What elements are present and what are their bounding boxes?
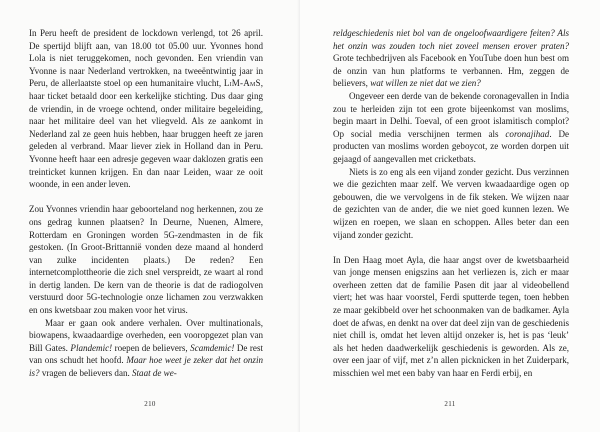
page-number: 211 [444, 400, 456, 408]
paragraph: Zou Yvonnes vriendin haar geboorteland nog herkennen, zou ze ons gedrag kunnen plaatsen? In Deurne, Nuenen, Almere, Rotterdam en Groningen worden 5G-zendmasten in de fik gestoken. (In Groot-Brittannië vonden deze maand al honderd van zulke incidenten plaats.) De reden? Een internetcomplottheorie die zich snel verspreidt, ze waart al rond in dertig landen. De kern van de theorie is dat de radiogolven verstuurd door 5G-technologie onze lichamen zou verzwakken en ons kwetsbaar zou maken voor het virus. [29, 204, 263, 316]
paragraph: reldgeschiedenis niet bol van de ongeloofwaardigere feiten? Als het onzin was zouden toch niet zoveel mensen erover praten? Grote techbedrijven als Facebook en YouTube doen hun best om de onzin van hun platforms te verbannen. Hm, zeggen de believers, wat willen ze niet dat we zien? [333, 28, 569, 89]
right-page [300, 0, 600, 432]
paragraph: Niets is zo eng als een vijand zonder gezicht. Dus verzinnen we die gezichten maar zelf. We verven kwaadaardige ogen op gebouwen, die we vervolgens in de fik steken. We wijzen naar de gezichten van de ander, die we niet goed kunnen lezen. We wijzen en roepen, we slaan en schoppen. Alles beter dan een vijand zonder gezicht. [333, 166, 569, 240]
right-page-text [333, 27, 569, 380]
left-page-text [29, 27, 263, 380]
paragraph: In Den Haag moet Ayla, die haar angst over de kwetsbaarheid van jonge mensen enigszins aan het verliezen is, zich er maar overheen zetten dat de familie Pasen dit jaar al videobellend viert; het was haar voorstel, Ferdi sputterde tegen, toen hebben ze maar gekibbeld over het schoonmaken van de badkamer. Ayla doet de afwas, en denkt na over dat deel zijn van de geschiedenis niet chill is, omdat het leven altijd onzeker is, het is pas ‘leuk’ als het heden daadwerkelijk geschiedenis is geworden. Als ze, over een jaar of vijf, met z’n allen picknicken in het Zuiderpark, misschien wel met een baby van haar en Ferdi erbij, en [333, 254, 569, 379]
paragraph: Ongeveer een derde van de bekende coronagevallen in India zou te herleiden zijn tot een grote bijeenkomst van moslims, begin maart in Delhi. Toeval, of een groot islamitisch complot? Op social media verschijnen termen als coronajihad. De producten van moslims worden geboycot, ze worden dorpen uit gejaagd of aangevallen met cricketbats. [333, 90, 570, 164]
page-number: 210 [144, 400, 156, 408]
paragraph: In Peru heeft de president de lockdown verlengd, tot 26 april. De spertijd blijft aan, van 18.00 tot 05.00 uur. Yvonnes hond Lola is niet teruggekomen, noch gevonden. Een vriendin van Yvonne is naar Nederland vertrokken, na tweeëntwintig jaar in Peru, de allerlaatste stoel op een humanitaire vlucht, LiM-AmS, haar ticket betaald door een kerkelijke stichting. Dus daar ging de vriendin, in de vroege ochtend, onder militaire begeleiding, naar het militaire deel van het vliegveld. Als ze aankomt in Nederland zal ze geen huis hebben, haar bruggen heeft ze jaren geleden al verbrand. Maar liever ziek in Holland dan in Peru. Yvonne heeft haar een adresje gegeven waar daklozen gratis een treinticket kunnen krijgen. En dan naar Leiden, waar ze ooit woonde, in een ander leven. [29, 28, 263, 190]
paragraph: Maar er gaan ook andere verhalen. Over multinationals, biowapens, kwaadaardige overheden, een vooropgezet plan van Bill Gates. Plandemic! roepen de believers, Scamdemic! De rest van ons schudt het hoofd. Maar hoe weet je zeker dat het onzin is? vragen de believers dan. Staat de we- [29, 317, 263, 379]
